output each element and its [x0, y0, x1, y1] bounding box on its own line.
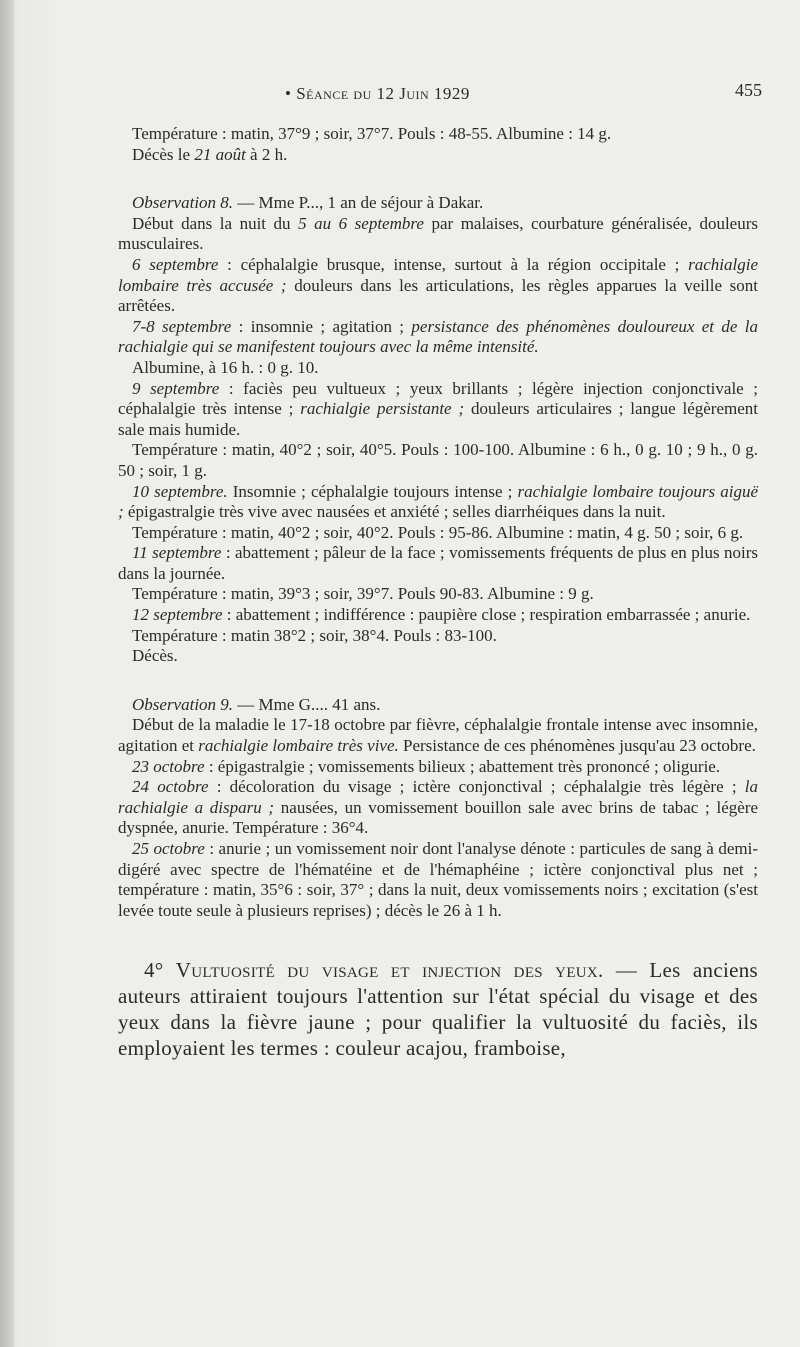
obs8-paragraph: 9 septembre : faciès peu vultueux ; yeux brillants ; légère injection conjonctivale ; céphalalgie très intense ; rachialgie persistante ; douleurs articulaires ; langue légèrement sale mais humide. [118, 378, 758, 439]
page-number: 455 [735, 80, 762, 100]
obs8-heading: Observation 8. — Mme P..., 1 an de séjour à Dakar. [132, 193, 484, 213]
obs9-heading: Observation 9. — Mme G.... 41 ans. [132, 694, 381, 714]
obs8-paragraph: Température : matin, 39°3 ; soir, 39°7. Pouls 90-83. Albumine : 9 g. [132, 584, 594, 604]
running-head: • Séance du 12 Juin 1929 [285, 84, 470, 103]
obs8-paragraph: Température : matin, 40°2 ; soir, 40°5. Pouls : 100-100. Albumine : 6 h., 0 g. 10 ; 9 h., 0 g. 50 ; soir, 1 g. [118, 440, 758, 480]
obs8-paragraph: 7-8 septembre : insomnie ; agitation ; persistance des phénomènes douloureux et de la rachialgie qui se manifestent toujours avec la même intensité. [118, 316, 759, 357]
obs8-paragraph: Température : matin, 40°2 ; soir, 40°2. Pouls : 95-86. Albumine : matin, 4 g. 50 ; soir, 6 g. [132, 522, 744, 542]
section-number: 4° [144, 958, 164, 983]
obs9-paragraph: 23 octobre : épigastralgie ; vomissements bilieux ; abattement très prononcé ; oligurie. [132, 756, 721, 776]
obs8-paragraph: 10 septembre. Insomnie ; céphalalgie toujours intense ; rachialgie lombaire toujours aiguë ; épigastralgie très vive avec nausées et anxiété ; selles diarrhéiques dans la nuit. [118, 481, 758, 522]
page-gutter [0, 0, 14, 1347]
page-header [0, 78, 800, 106]
obs8-paragraph: 12 septembre : abattement ; indifférence : paupière close ; respiration embarrassée ; anurie. [132, 605, 751, 625]
obs9-paragraph: 24 octobre : décoloration du visage ; ictère conjonctival ; céphalalgie très légère ; la rachialgie a disparu ; nausées, un vomissement bouillon sale avec brins de tabac ; légère dyspnée, anurie. Température : 36°4. [118, 777, 758, 838]
body-text [118, 124, 758, 1061]
case7-temperature: Température : matin, 37°9 ; soir, 37°7. Pouls : 48-55. Albumine : 14 g. [132, 124, 612, 143]
obs9-title: Observation 9. [132, 694, 234, 714]
obs8-paragraph: Début dans la nuit du 5 au 6 septembre par malaises, courbature généralisée, douleurs musculaires. [118, 213, 758, 254]
obs8-paragraph: Albumine, à 16 h. : 0 g. 10. [132, 357, 319, 377]
obs9-paragraph: Début de la maladie le 17-18 octobre par fièvre, céphalalgie frontale intense avec insomnie, agitation et rachialgie lombaire très vive. Persistance de ces phénomènes jusqu'au 23 octobre. [118, 715, 758, 756]
section-4-paragraph: 4° Vultuosité du visage et injection des yeux. — Les anciens auteurs attiraient toujours l'attention sur l'état spécial du visage et des yeux dans la fièvre jaune ; pour qualifier la vultuosité du faciès, ils employaient les termes : couleur acajou, framboise, [118, 958, 758, 1061]
obs8-paragraph: Décès. [132, 646, 178, 666]
section-heading: Vultuosité du visage et injection des yeux. [175, 958, 604, 983]
obs8-paragraph: Température : matin 38°2 ; soir, 38°4. Pouls : 83-100. [132, 625, 497, 645]
obs8-paragraph: 11 septembre : abattement ; pâleur de la face ; vomissements fréquents de plus en plus noirs dans la journée. [118, 543, 758, 583]
obs8-title: Observation 8. [132, 193, 234, 213]
case7-death: Décès le 21 août à 2 h. [132, 144, 288, 164]
obs9-paragraph: 25 octobre : anurie ; un vomissement noir dont l'analyse dénote : particules de sang à demi-digéré avec spectre de l'hématéine et de l'hémaphéine ; ictère conjonctival plus net ; température : matin, 35°6 : soir, 37° ; dans la nuit, deux vomissements noirs ; excitation (s'est levée toute seule à plusieurs reprises) ; décès le 26 à 1 h. [118, 839, 758, 920]
obs8-paragraph: 6 septembre : céphalalgie brusque, intense, surtout à la région occipitale ; rachialgie lombaire très accusée ; douleurs dans les articulations, les règles apparues la veille sont arrêtées. [118, 254, 758, 316]
